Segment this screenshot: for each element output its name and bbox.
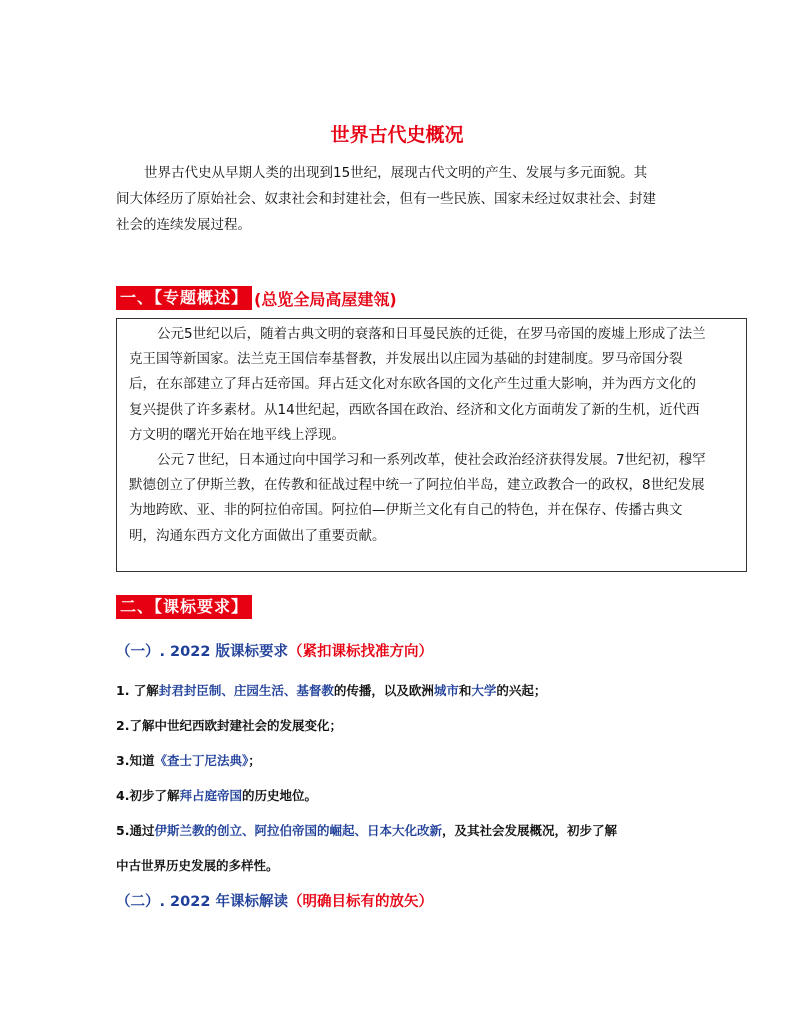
req-text: 3.知道 xyxy=(116,753,155,768)
req-text: ，及其社会发展概况，初步了解 xyxy=(441,823,617,838)
req-highlight: 城市 xyxy=(433,683,459,698)
page-title: 世界古代史概况 xyxy=(330,124,464,146)
req-text: 的历史地位。 xyxy=(241,788,317,803)
req-highlight: 封君封臣制、庄园生活、基督教 xyxy=(158,683,334,698)
overview-line: 公元5世纪以后，随着古典文明的衰落和日耳曼民族的迁徙，在罗马帝国的废墟上形成了法兰 xyxy=(157,326,706,342)
requirement-item-3 xyxy=(116,751,261,769)
subheading-label: （一）. 2022 版课标要求 xyxy=(116,644,288,660)
overview-line: 公元７世纪，日本通过向中国学习和一系列改革，使社会政治经济获得发展。7世纪初，穆罕 xyxy=(157,452,706,469)
section-label: 一、【专题概述】 xyxy=(116,286,252,310)
requirement-item-2 xyxy=(116,716,342,734)
req-highlight: 《查士丁尼法典》 xyxy=(154,753,249,768)
overview-line: 明，沟通东西方文化方面做出了重要贡献。 xyxy=(129,527,386,544)
intro-line: 间大体经历了原始社会、奴隶社会和封建社会，但有一些民族、国家未经过奴隶社会、封建 xyxy=(116,191,656,207)
section-tagline: (总览全局高屋建瓴) xyxy=(254,289,397,309)
intro-paragraph xyxy=(116,160,686,238)
req-text: 1. 了解 xyxy=(116,683,159,698)
section-label: 二、【课标要求】 xyxy=(116,595,252,619)
overview-line: 克王国等新国家。法兰克王国信奉基督教，并发展出以庄园为基础的封建制度。罗马帝国分裂 xyxy=(129,351,683,368)
req-text: 的传播，以及欧洲 xyxy=(333,683,434,698)
req-highlight: 伊斯兰教的创立、阿拉伯帝国的崛起、日本大化改新 xyxy=(154,823,442,838)
req-text: 的兴起； xyxy=(496,683,547,698)
overview-paragraph xyxy=(129,322,734,448)
subheading-interpretation-2022 xyxy=(116,890,433,911)
section-heading-overview xyxy=(116,286,397,310)
req-text: ； xyxy=(248,753,261,768)
section-heading-standards xyxy=(116,595,252,619)
req-text: 和 xyxy=(458,683,472,698)
subheading-tagline: （明确目标有的放矢） xyxy=(287,894,433,910)
requirement-item-1 xyxy=(116,681,546,699)
subheading-label: （二）. 2022 年课标解读 xyxy=(116,894,288,910)
intro-line: 世界古代史从早期人类的出现到15世纪，展现古代文明的产生、发展与多元面貌。其 xyxy=(144,165,648,181)
req-text: 2.了解中世纪西欧封建社会的发展变化； xyxy=(116,718,342,733)
overview-box xyxy=(116,318,747,572)
intro-line: 社会的连续发展过程。 xyxy=(116,217,251,233)
req-text: 中古世界历史发展的多样性。 xyxy=(116,858,279,873)
requirement-item-5-continued xyxy=(116,856,279,874)
req-text: 4.初步了解 xyxy=(116,788,180,803)
overview-line: 默德创立了伊斯兰教，在传教和征战过程中统一了阿拉伯半岛，建立政教合一的政权，8世纪发展 xyxy=(129,477,705,494)
subheading-standards-2022 xyxy=(116,640,433,661)
req-text: 5.通过 xyxy=(116,823,155,838)
overview-line: 方文明的曙光开始在地平线上浮现。 xyxy=(129,426,345,443)
req-highlight: 大学 xyxy=(471,683,497,698)
overview-line: 后，在东部建立了拜占廷帝国。拜占廷文化对东欧各国的文化产生过重大影响，并为西方文化的 xyxy=(129,376,696,393)
requirement-item-4 xyxy=(116,786,317,804)
overview-line: 为地跨欧、亚、非的阿拉伯帝国。阿拉伯—伊斯兰文化有自己的特色，并在保存、传播古典文 xyxy=(129,502,683,519)
req-highlight: 拜占庭帝国 xyxy=(179,788,242,803)
overview-paragraph xyxy=(129,448,734,549)
overview-line: 复兴提供了许多素材。从14世纪起，西欧各国在政治、经济和文化方面萌发了新的生机，近代西 xyxy=(129,401,700,418)
subheading-tagline: （紧扣课标找准方向） xyxy=(287,644,433,660)
requirement-item-5 xyxy=(116,821,617,839)
